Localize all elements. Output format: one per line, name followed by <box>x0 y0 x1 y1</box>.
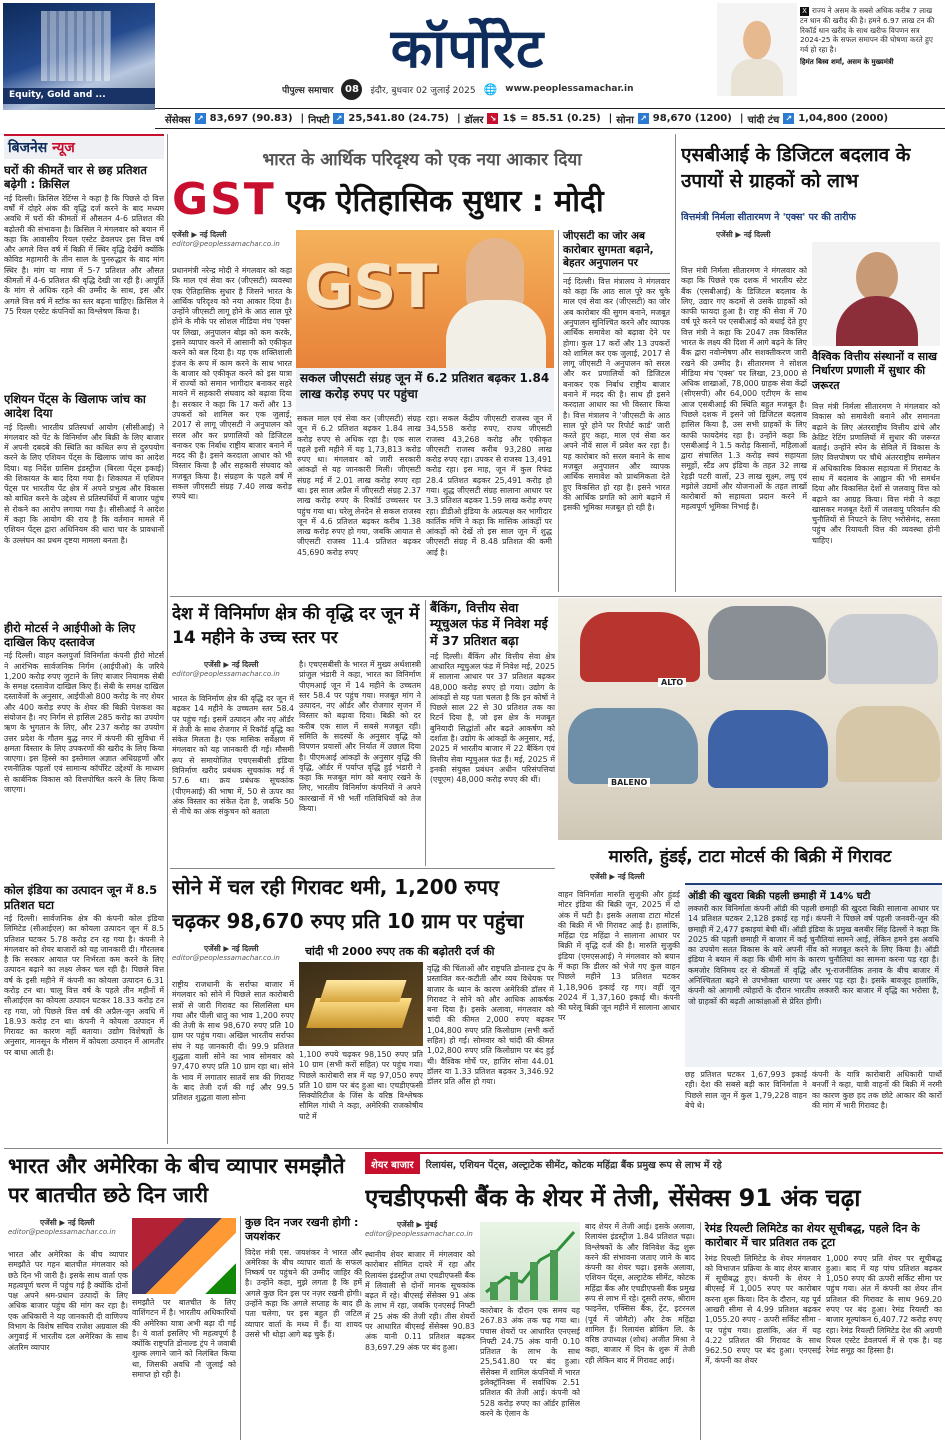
audi-body: लक्जरी कार विनिर्माता कंपनी ऑडी की पहली छमाही की खुदरा बिक्री सालाना आधार पर 14 प्रतिशत घटकर 2,128 इकाई रह गई। कंपनी ने पिछले वर्ष पहली जनवरी-जून की छमाही में 2,477 इकाइयां बेची थीं। ऑडी इंडिया के प्रमुख बलबीर सिंह ढिल्लों ने कहा कि 2025 की पहली छमाही में बाजार में कई चुनौतियां सामने आई, लेकिन हमने इस अवधि का उपयोग सतत विकास के बारे अपनी नींव को मजबूत करने के लिए किया है। ऑडी इंडिया ने बयान में कहा कि धीमी मांग के कारण चुनौतियां का सामना करना पड़ रहा है। कमजोर विनिमय दर से कीमतों में वृद्धि और भू-राजनीतिक तनाव के बीच बाजार में अनिश्चितता बढ़ने से उपभोक्ता धारणा पर असर पड़ रहा है। इसके बावजूद हालांकि, कंपनी को आगामी त्योहारों के दौरान भारतीय लक्जरी कार बाजार में वृद्धि का भरोसा है, जो ग्राहकों की बढ़ती आकांक्षाओं से प्रेरित होगी। <box>688 904 939 1006</box>
mfg-headline: देश में विनिर्माण क्षेत्र की वृद्धि दर जून में 14 महीने के उच्च स्तर पर <box>172 604 420 648</box>
trade-headline: भारत और अमेरिका के बीच व्यापार समझौते पर बातचीत छठे दिन जारी <box>8 1154 345 1208</box>
sbi-headline-2: वैश्विक वित्तीय संस्थानों व साख निर्धारण प्रणाली में सुधार की जरूरत <box>812 350 938 392</box>
banner-caption: Equity, Gold and ... <box>3 88 155 104</box>
sidebar-headline: जीएसटी का जोर अब कारोबार सुगमता बढ़ाने, बेहतर अनुपालन पर <box>563 230 670 274</box>
photo-gst-word: GST <box>304 252 438 322</box>
market-col-1: स्थानीय शेयर बाजार में मंगलवार को कारोबार सीमित दायरे में रहा और रिलायंस इंडस्ट्रीज तथा एचडीएफसी बैंक में लिवाली से दोनों मानक सूचकांक बढ़त में रहे। बीएसई सेंसेक्स 91 अंक के लाभ में रहा, जबकि एनएसई निफ्टी में 25 अंक की तेजी रही। तीस शेयरों पर आधारित बीएसई सेंसेक्स 90.83 अंक यानी 0.11 प्रतिशत बढ़कर 83,697.29 अंक पर बंद हुआ। <box>365 1250 475 1352</box>
globe-icon: 🌐 <box>483 82 498 96</box>
ticker-sensex-label: सेंसेक्स <box>165 114 191 126</box>
gold-col-2: 1,100 रुपये चढ़कर 98,150 रुपए प्रति 10 ग्राम (सभी करों सहित) पर पहुंच गया। पिछले कारोबारी सत्र में यह 97,050 रुपए प्रति 10 ग्राम पर बंद हुआ था। एचडीएफसी सिक्योरिटीज के जिंस के वरिष्ठ विश्लेषक सौमिल गांधी ने कहा, अमेरिकी राजकोषीय घाटे में <box>299 1050 423 1121</box>
email: editor@peoplessamachar.co.in <box>172 670 280 678</box>
cm-portrait <box>717 3 797 96</box>
market-strap <box>365 1152 943 1174</box>
banking-headline: बैंकिंग, वित्तीय सेवा म्यूचुअल फंड में निवेश मई में 37 प्रतिशत बढ़ा <box>430 600 548 648</box>
lead-sidebar <box>558 230 670 592</box>
article-body: नई दिल्ली। क्रिसिल रेटिंग्स ने कहा है कि पिछले दो वित्त वर्षों में दोहरे अंक की वृद्धि दर्ज करने के बाद मध्यम अवधि में घरों की कीमतों में औसतन 4-6 प्रतिशत की बढ़ोतरी की संभावना है। क्रिसिल ने मंगलवार को बयान में कहा कि आवासीय रियल एस्टेट डेवलपर इस वित्त वर्ष और अगले वित्त वर्ष में बिक्री में स्थिर वृद्धि देखेंगे क्योंकि कोविड महामारी के तीन साल के पुनरुद्धार के बाद मांग स्थिर है। मांग या मात्रा में 5-7 प्रतिशत और औसत कीमतों में 4-6 प्रतिशत की वृद्धि देखी जा रही है। आपूर्ति के मांग से अधिक रहने की उम्मीद के साथ, इस और अगले वित्त वर्ष में स्टॉक का स्तर बढ़ना चाहिए। क्रिसिल ने 75 रियल एस्टेट कंपनियों का विश्लेषण किया है। <box>4 193 164 316</box>
audi-headline: ऑडी की खुदरा बिक्री पहली छमाही में 14% घटी <box>688 891 871 902</box>
cars-photo <box>558 598 942 840</box>
ticker-dollar-value: 1$ = 85.51 (0.25) <box>502 113 601 124</box>
email: editor@peoplessamachar.co.in <box>172 954 280 962</box>
email: editor@peoplessamachar.co.in <box>365 1230 473 1238</box>
ticker-silver-label: चांदी टंच <box>747 114 780 126</box>
section-header <box>4 134 164 159</box>
mfg-col-2: है। एचएसबीसी के भारत में मुख्य अर्थशास्त्री प्रांजुल भंडारी ने कहा, भारत का विनिर्माण पीएमआई जून में 14 महीने के उच्चतम स्तर 58.4 पर पहुंच गया। मजबूत मांग ने उत्पादन, नए ऑर्डर और रोजगार सृजन में विस्तार को बढ़ावा दिया। बिक्री को दर करीब एक साल में सबसे मजबूत रही। समिति के सदस्यों के अनुसार वृद्धि को विपणन प्रयासों और निर्यात में उछाल दिया है। पीएमआई आंकड़ों के अनुसार वृद्धि की वृद्धि, ऑर्डर में पर्याप्त वृद्धि हुई भंडारी ने कहा कि मजबूत मांग को बनाए रखने के लिए, भारतीय विनिर्माण कंपनियों ने अपने कारखानों में भी भर्ती गतिविधियों को तेज किया। <box>299 660 421 813</box>
lead-headline-text: एक ऐतिहासिक सुधार : मोदी <box>285 183 604 219</box>
byline: एजेंसी ▶ मुंबई <box>397 1220 438 1229</box>
audi-box <box>685 883 942 1067</box>
market-label: शेयर बाजार <box>365 1154 420 1174</box>
up-arrow-icon: ↗ <box>783 113 794 124</box>
headline: घरों की कीमतें चार से छह प्रतिशत बढ़ेगी : क्रिसिल <box>4 163 147 192</box>
market-col-3: बाद शेयर में तेजी आई। इसके अलावा, रिलायंस इंडस्ट्रीज 1.84 प्रतिशत चढ़ा। विश्लेषकों के और विनिवेश केंद्र शुरू करने की संभावना जताए जाने के बाद कंपनी का शेयर चढ़ा। इसके अलावा, एशियन पेंट्स, अल्ट्राटेक सीमेंट, कोटक महिंद्रा बैंक और एचडीएफसी बैंक प्रमुख रूप से लाभ में रहे। दूसरी तरफ, श्रीराम फाइनेंस, एक्सिस बैंक, ट्रेंट, इटरनल (पूर्व में जोमैटो) और टेक महिंद्रा शामिल हैं। रिलायंस ब्रोकिंग लि. के वरिष्ठ उपाध्यक्ष (शोध) अजीत मिश्रा ने कहा, बाजार में दिन के शुरू में तेजी रही लेकिन बाद में गिरावट आई। <box>585 1222 695 1365</box>
row-divider <box>170 868 555 869</box>
sbi-subhead: वित्तमंत्री निर्मला सीतारमण ने 'एक्स' पर की तारीफ <box>681 212 856 223</box>
ticker-nifty-value: 25,541.80 (24.75) <box>348 113 449 124</box>
quote-text: X राज्य ने असम के सबसे अधिक करीब 7 लाख टन धान की खरीद की है। हमने 6.97 लाख टन की रिकॉर्ड धान खरीद के साथ खरीफ विपणन सत्र 2024-25 के सफल समापन की घोषणा करते हुए गर्व हो रहा है। <box>800 6 935 54</box>
left-column <box>4 134 164 1144</box>
market-col-2: कारोबार के दौरान एक समय यह 267.83 अंक तक चढ़ गया था। पचास शेयरों पर आधारित एनएसई निफ्टी 24.75 अंक यानी 0.10 प्रतिशत के लाभ के साथ 25,541.80 पर बंद हुआ। सेंसेक्स में शामिल कंपनियों में भारत इलेक्ट्रॉनिक्स में सर्वाधिक 2.51 प्रतिशत की तेजी आई। कंपनी को 528 करोड़ रुपए का ऑर्डर हासिल करने के ऐलान के <box>480 1306 580 1418</box>
section-label: बिजनेस <box>8 140 53 156</box>
trade-photo <box>132 1218 236 1294</box>
market-chart-photo <box>480 1222 580 1302</box>
lead-headline <box>172 169 672 229</box>
rising-chart-icon <box>480 1222 580 1302</box>
article-body: नई दिल्ली। वाहन कलपुर्जा विनिर्माता कंपनी हीरो मोटर्स ने आरंभिक सार्वजनिक निर्गम (आईपीओ) के जरिये 1,200 करोड़ रुपए जुटाने के लिए बाजार नियामक सेबी के समक्ष दस्तावेज दाखिल किए हैं। सेबी के समक्ष दाखिल दस्तावेजों के अनुसार, आईपीओ 800 करोड़ के नए शेयर और 400 करोड़ रुपए के शेयर की बिक्री पेशकश का संयोजन है। नए निर्गम से हासिल 285 करोड़ का उपयोग ऋण के भुगतान के लिए, और 237 करोड़ का उपयोग उत्तर प्रदेश के गौतम बुद्ध नगर में कंपनी की सुविधा में क्षमता विस्तार के लिए उपकरणों की खरीद के लिए किया जाएगा। इस हिस्से का इस्तेमाल अज्ञात अधिग्रहणों और रणनीतिक पहलों एवं सामान्य कॉर्पोरेट उद्देश्यों के माध्यम से कार्बनिक विकास को वित्तपोषित करने के लिए किया जाएगा। <box>4 651 164 794</box>
lead-kicker: भारत के आर्थिक परिदृश्य को एक नया आकार दिया <box>262 150 582 169</box>
cars-col-2: छह प्रतिशत घटकर 1,67,993 इकाई रही। देश की सबसे बड़ी कार विनिर्माता ने पिछले साल जून में कुल 1,79,228 वाहन बेचे थे। <box>685 1070 807 1110</box>
article-body: नई दिल्ली। सार्वजनिक क्षेत्र की कंपनी कोल इंडिया लिमिटेड (सीआईएल) का कोयला उत्पादन जून में 8.5 प्रतिशत घटकर 5.78 करोड़ टन रह गया है। कंपनी ने मंगलवार को शेयर बाजारों को यह जानकारी दी। गौरतलब है कि सरकार आयात पर निर्भरता कम करने के लिए उत्पादन बढ़ाने का लक्ष्य लेकर चल रही है। पिछले वित्त वर्ष के इसी महीने में कंपनी का कोयला उत्पादन 6.31 करोड़ टन था। चालू वित्त वर्ष के पहले तीन महीनों में सीआईएल का कोयला उत्पादन घटकर 18.33 करोड़ टन रह गया, जो पिछले वित्त वर्ष की अप्रैल-जून अवधि में 18.93 करोड़ टन था। कंपनी ने कोयला उत्पादन में गिरावट का कारण नहीं बताया। उद्योग विशेषज्ञों के अनुसार, मानसून के मौसम में कोयला उत्पादन में आमतौर पर बाधा आती है। <box>4 914 164 1057</box>
cars-col-1: वाहन विनिर्माता मारुति सुजुकी और हुंडई मोटर इंडिया की बिक्री जून, 2025 में दो अंक में घटी है। इसके अलावा टाटा मोटर्स की बिक्री में भी गिरावट आई है। हालांकि, महिंद्रा एंड महिंद्रा ने सालाना आधार पर बिक्री में वृद्धि दर्ज की है। मारुति सुजुकी इंडिया (एमएसआई) ने मंगलवार को बयान में कहा कि डीलर को भेजे गए कुल वाहन पिछले महीने 13 प्रतिशत घटकर 1,18,906 इकाई रह गए। वहीं जून 2024 में 1,37,160 इकाई थी। कंपनी की घरेलू बिक्री जून महीने में सालाना आधार पर <box>558 890 680 1023</box>
byline: एजेंसी ▶ नई दिल्ली <box>204 944 259 953</box>
email: editor@peoplessamachar.co.in <box>172 240 280 248</box>
ticker-sensex-value: 83,697 (90.83) <box>209 113 293 124</box>
masthead-meta <box>282 78 682 100</box>
sbi-byline: एजेंसी ▶ नई दिल्ली <box>716 230 771 239</box>
cars-headline: मारुति, हुंडई, टाटा मोटर्स की बिक्री में गिरावट <box>608 847 892 867</box>
trade-col-2: समझौते पर बातचीत के लिए वाशिंगटन में है। भारतीय अधिकारियों की अमेरिका यात्रा अभी बढ़ा दी गई है। ये वार्ता इसलिए भी महत्वपूर्ण है क्योंकि राष्ट्रपति डोनाल्ड ट्रंप ने जवाबी शुल्क लगाने जाने को निलंबित किया था, जिसकी अवधि नौ जुलाई को समाप्त हो रही है। <box>132 1298 236 1379</box>
ticker-silver-value: 1,04,800 (2000) <box>798 113 889 124</box>
sbi-photo <box>812 242 940 346</box>
trade-col-1: भारत और अमेरिका के बीच व्यापार समझौते पर गहन बातचीत मंगलवार को छठे दिन भी जारी है। इसके साथ वार्ता एक महत्वपूर्ण चरण में पहुंच गई है क्योंकि दोनों पक्ष अपने श्रम-प्रधान उत्पादों के लिए अधिक बाजार पहुंच की मांग कर रहा है। एक अधिकारी ने यह जानकारी दी वाणिज्य विभाग के विशेष सचिव राजेश अग्रवाल की अगुवाई में भारतीय दल अमेरिका के साथ अंतरिम व्यापार <box>8 1250 128 1352</box>
byline: एजेंसी ▶ नई दिल्ली <box>204 660 259 669</box>
ticker-gold-value: 98,670 (1200) <box>652 113 732 124</box>
column-divider <box>167 134 168 1144</box>
car-label-alto: ALTO <box>658 678 686 687</box>
page-number: 08 <box>341 79 362 100</box>
up-arrow-icon: ↗ <box>195 113 206 124</box>
sbi-body-2: वित्त मंत्री निर्मला सीतारमण ने मंगलवार को विकास को समावेशी बनाने और समानता बढ़ाने के लिए अंतरराष्ट्रीय वित्तीय ढांचे और क्रेडिट रेटिंग प्रणालियों में सुधार की जरूरत बताई। उन्होंने स्पेन के सेविले में विकास के लिए वित्तपोषण पर चौथे अंतरराष्ट्रीय सम्मेलन में अधिकारिक विकास सहायता में गिरावट के साथ में बदलाव के आह्वान की भी समर्थन दिया और विकासित देशों से जलवायु वित्त को बढ़ाने का आग्रह किया। वित्त मंत्री ने कहा खासकर मजबूत देशों में जलवायु परिवर्तन की चुनौतियों से निपटने के लिए भरोसेमंद, सस्ता पहुंच और रियायती वित्त की व्यवस्था होनी चाहिए। <box>812 402 940 545</box>
ticker-nifty-label: निफ्टी <box>308 114 330 126</box>
column-divider <box>675 134 676 592</box>
car-label-baleno: BALENO <box>608 778 650 787</box>
up-arrow-icon: ↗ <box>638 113 649 124</box>
headline: एशियन पेंट्स के खिलाफ जांच का आदेश दिया <box>4 391 146 421</box>
masthead-banner-image <box>3 3 155 110</box>
mfg-byline <box>172 660 312 688</box>
raymond-body-2: 1,000 रुपए प्रति शेयर पर सूचीबद्ध हुआ। बाद में यह पांच प्रतिशत बढ़कर 1,050 रुपए की ऊपरी सर्किट सीमा पर पहुंच गया। अंत में कंपनी का शेयर तीन प्रतिशत की गिरावट के साथ 969.20 रुपए पर बंद हुआ। रेमंड रियल्टी का बाजार मूल्यांकन 6,407.72 करोड़ रुपए रहा। रेमंड रियल्टी लिमिटेड देश की अग्रणी रियल एस्टेट डेवलपर्स में से एक है। यह रेमंड समूह का हिस्सा है। <box>826 1253 942 1356</box>
gold-subhead: चांदी भी 2000 रुपए तक की बढ़ोतरी दर्ज की <box>305 945 495 958</box>
email: editor@peoplessamachar.co.in <box>8 1228 116 1236</box>
trade-sidebar-headline: कुछ दिन नजर रखनी होगी : जयशंकर <box>245 1216 359 1244</box>
raymond-body-1: रेमंड रियल्टी लिमिटेड के शेयर मंगलवार को विभाजन प्रक्रिया के बाद शेयर बाजार में सूचीबद्ध हुए। कंपनी के शेयर ने बीएसई में 1,005 रुपए पर कारोबार करना शुरू किया। दिन के दौरान, यह पूर्व आखरी सीमा से 4.99 प्रतिशत बढ़कर 1,055.20 रुपए - ऊपरी सर्किट सीमा - पर पहुंच गया। हालांकि, अंत में यह 4.22 प्रतिशत की गिरावट के साथ 962.50 रुपए पर बंद हुआ। एनएसई में, कंपनी का शेयर <box>705 1253 821 1366</box>
lead-col-1: प्रधानमंत्री नरेन्द्र मोदी ने मंगलवार को कहा कि माल एवं सेवा कर (जीएसटी) व्यवस्था एक ऐतिहासिक सुधार है जिसने भारत के आर्थिक परिदृश्य को नया आकार दिया है। उन्होंने जीएसटी लागू होने के आठ साल पूरे होने के मौके पर सोशल मीडिया मंच 'एक्स' पर लिखा, अनुपालन बोझ को कम करके, इसने व्यापार करने में आसानी को एकीकृत करने को बल दिया है। यह एक शक्तिशाली इंजन के रूप में काम करने के साथ भारत के बाजार को एकीकृत करने को इस यात्रा में राज्यों को समान भागीदार बनाकर सहरे मायने में सहकारी संघवाद को बढ़ावा दिया है। सरकार ने कहा कि 17 करों और 13 उपकरों को शामिल कर एक जुलाई, 2017 से लागू जीएसटी ने अनुपालन को सरल और कर प्रणालियों को डिजिटल बनाकर एक निर्बाध राष्ट्रीय बाजार बनाने में मदद की है। इसने करदाता आधार को भी विस्तार किया है और सहकारी संघवाद को मजबूत किया है। संग्रहण के पहले वर्ष में सकल जीएसटी संग्रह 7.40 लाख करोड़ रुपये था। <box>172 266 292 502</box>
byline: एजेंसी ▶ नई दिल्ली <box>172 230 227 239</box>
banking-column <box>425 600 555 866</box>
raymond-sidebar <box>700 1222 942 1440</box>
gold-col-1: राष्ट्रीय राजधानी के सर्राफा बाजार में मंगलवार को सोने में पिछले सात कारोबारी सत्रों से जारी गिरावट का सिलसिला थम गया और पीली धातु का भाव 1,200 रुपए की तेजी के साथ 98,670 रुपए प्रति 10 ग्राम पर पहुंच गया। अखिल भारतीय सर्राफा संघ ने यह जानकारी दी। 99.9 प्रतिशत शुद्धता वाली सोने का भाव सोमवार को 97,470 रुपए प्रति 10 ग्राम रहा था। सोने के भाव में लगातार सातवें सत्र की गिरावट के बाद तेजी दर्ज की गई और 99.5 प्रतिशत शुद्धता वाला सोना <box>172 980 294 1103</box>
sbi-headline: एसबीआई के डिजिटल बदलाव के उपायों से ग्राहकों को लाभ <box>681 144 911 192</box>
headline: हीरो मोटर्स ने आईपीओ के लिए दाखिल किए दस्तावेज <box>4 620 136 649</box>
trade-sidebar <box>240 1216 362 1440</box>
headline: कोल इंडिया का उत्पादन जून में 8.5 प्रतिशत घटा <box>4 883 158 912</box>
masthead-title: कॉर्पोरेट <box>390 17 545 80</box>
gold-headline-1: सोने में चल रही गिरावट थमी, 1,200 रुपए <box>172 875 499 899</box>
gold-headline-2: चढ़कर 98,670 रुपए प्रति 10 ग्राम पर पहुंचा <box>172 909 524 933</box>
dateline: इंदौर, बुधवार 02 जुलाई 2025 <box>370 85 476 96</box>
gold-col-3: वृद्धि की चिंताओं और राष्ट्रपति डोनाल्ड ट्रंप के प्रस्तावित कर-कटौती और व्यय विधेयक पर बाजार के ध्यान के कारण अमेरिकी डॉलर में गिरावट ने सोने को और आधिक आकर्षक बना दिया है। इसके अलावा, मंगलवार को चांदी की कीमत 2,000 रुपए बढ़कर 1,04,800 रुपए प्रति किलोग्राम (सभी करों सहित) हो गई। सोमवार को चांदी की कीमत 1,02,800 रुपए प्रति किलोग्राम पर बंद हुई थी। वैश्विक मोर्चे पर, हाजिर सोना 44.01 डॉलर या 1.33 प्रतिशत बढ़कर 3,346.92 डॉलर प्रति औंस हो गया। <box>427 964 554 1087</box>
ticker-dollar-label: डॉलर <box>464 114 484 126</box>
lead-col-3: रहा। सकल केंद्रीय जीएसटी राजस्व जून में 34,558 करोड़ रुपए, राज्य जीएसटी राजस्व 43,268 करोड़ और एकीकृत जीएसटी राजस्व करीब 93,280 लाख करोड़ रुपए रहा। उपकर से राजस्व 13,491 करोड़ रहा। इस माह, जून में कुल रिफंड 28.4 प्रतिशत बढ़कर 25,491 करोड़ हो गया। शुद्ध जीएसटी संग्रह सालाना आधार पर 3.3 प्रतिशत बढ़कर 1.59 लाख करोड़ रुपए रहा। डीडीओ इंडिया के अप्रत्यक्ष कर भागीदार कार्तिक मणि ने कहा कि मासिक आंकड़ों पर आंकड़ों को देखें तो इस साल जून में शुद्ध जीएसटी संग्रह में 8.48 प्रतिशत की कमी आई है। <box>426 414 552 557</box>
market-ticker: सेंसेक्स ↗ 83,697 (90.83) | निफ्टी ↗ 25,541.80 (24.75) | डॉलर ↘ 1$ = 85.51 (0.25) | सोना ↗ 98,670 (1200) | चांदी टंच ↗ 1,04,800 (2000) <box>155 108 945 129</box>
x-icon: X <box>800 7 809 16</box>
paper-name: पीपुल्स समाचार <box>282 85 334 96</box>
up-arrow-icon: ↗ <box>333 113 344 124</box>
trade-sidebar-body: विदेश मंत्री एस. जयशंकर ने भारत और अमेरिका के बीच व्यापार वार्ता के सफल निष्कर्ष पर पहुंचने की उम्मीद जाहिर की है। उन्होंने कहा, मुझे लगता है कि हमें अगले कुछ दिन इस पर नज़र रखनी होगी। उन्होंने कहा कि अगले सप्ताह के बाद ही पता चलेगा, पर इस बहुत ही जटिल व्यापार वार्ता के मध्य में हैं। या शायद उससे भी थोड़ा आगे बढ़ चुके हैं। <box>245 1247 362 1339</box>
gold-photo <box>299 962 423 1046</box>
gold-byline <box>172 944 302 972</box>
lead-byline <box>172 230 292 262</box>
market-headline: एचडीएफसी बैंक के शेयर में तेजी, सेंसेक्स 91 अंक चढ़ा <box>365 1184 861 1212</box>
banking-body: नई दिल्ली। बैंकिंग और वित्तीय सेवा क्षेत्र आधारित म्यूचुअल फंड में निवेश मई, 2025 में सालाना आधार पर 37 प्रतिशत बढ़कर 48,000 करोड़ रुपए हो गया। उद्योग के आंकड़ों से यह पता चलता है कि इन कोषों ने पिछले साल 22 से 30 प्रतिशत तक का रिटर्न दिया है, जो इस क्षेत्र के मजबूत बुनियादी सिद्धांतों और बढ़ते आकर्षण को दर्शाता है। उद्योग के आंकड़ों के अनुसार, मई, 2025 में भारतीय बाजार में 22 बैंकिंग एवं वित्तीय सेवा म्यूचुअल फंड हैं। मई, 2025 में इनकी संयुक्त प्रबंधन अधीन परिसंपत्तियां (एयूएम) 48,000 करोड़ रुपए की थीं। <box>430 651 555 785</box>
trade-byline <box>8 1218 148 1246</box>
quote-box <box>800 6 942 102</box>
gst-photo-caption: सकल जीएसटी संग्रह जून में 6.2 प्रतिशत बढ़कर 1.84 लाख करोड़ रुपए पर पहुंचा <box>296 368 554 412</box>
gst-photo <box>296 230 554 368</box>
row-divider <box>170 596 942 597</box>
sidebar-body: नई दिल्ली। वित्त मंत्रालय ने मंगलवार को कहा कि आठ साल पूरे कर चुके माल एवं सेवा कर (जीएसटी) का जोर अब कारोबार की सुगम बनाने, मजबूत अनुपालन सुनिश्चित करने और व्यापक आर्थिक समावेश को बढ़ावा देने पर होगा। कुल 17 करों और 13 उपकरों को शामिल कर एक जुलाई, 2017 से लागू जीएसटी ने अनुपालन को सरल और कर प्रणालियों को डिजिटल बनाकर एक निर्बाध राष्ट्रीय बाजार बनाने में मदद की है। साथ ही इसने करदाता आधार का भी विस्तार किया है। वित्त मंत्रालय ने 'जीएसटी के आठ साल पूरे होने पर रिपोर्ट कार्ड' जारी करते हुए कहा, माल एवं सेवा कर अपने नौवें साल में प्रवेश कर रहा है। यह कारोबार को सरल बनाने के साथ मजबूत अनुपालन और व्यापक आर्थिक समावेश को प्राथमिकता देते हुए विकसित हो रहा है। इसने भारत की आर्थिक प्रगति को आगे बढ़ाने में इसकी भूमिका मजबूत हो रही है। <box>563 276 670 513</box>
row-divider <box>4 1148 942 1149</box>
section-label-accent: न्यूज <box>52 140 75 156</box>
mfg-col-1: भारत के विनिर्माण क्षेत्र की वृद्धि दर जून में बढ़कर 14 महीने के उच्चतम स्तर 58.4 पर पहुंच गई। इसमें उत्पादन और नए ऑर्डर में तेजी के साथ रोजगार में रिकॉर्ड वृद्धि का संकेत मिलता है। एक मासिक सर्वेक्षण में मंगलवार को यह जानकारी दी गई। मौसमी रूप से समायोजित एचएसबीसी इंडिया विनिर्माण खरीद प्रबंधक सूचकांक मई में 57.6 था। क्रय प्रबंधक सूचकांक (पीएमआई) की भाषा में, 50 से ऊपर का अंक विस्तार का संकेत देता है, जबकि 50 से नीचे का अंक संकुचन को बताता <box>172 694 294 817</box>
byline: एजेंसी ▶ नई दिल्ली <box>40 1218 95 1227</box>
quote-author: हिमंत बिस्व शर्मा, असम के मुख्यमंत्री <box>800 57 894 66</box>
raymond-headline: रेमंड रियल्टी लिमिटेड का शेयर सूचीबद्ध, पहले दिन के कारोबार में चार प्रतिशत तक टूटा <box>705 1222 920 1250</box>
sbi-col-1: वित्त मंत्री निर्मला सीतारमण ने मंगलवार को कहा कि पिछले एक दशक में भारतीय स्टेट बैंक (एसबीआई) के डिजिटल बदलाव के लिए, उद्यार गए कदमों से उसके ग्राहकों को काफी फायदा हुआ है। राष्ट्र की सेवा में 70 वर्ष पूरे करने पर एसबीआई को बधाई देते हुए वित्त मंत्री ने कहा कि 2047 तक विकसित भारत के लक्ष्य की दिशा में आगे बढ़ने के लिए बैंक द्वारा नवोन्मेषण और सशक्तीकरण जारी रखने की उम्मीद है। सीतारमण ने सोशल मीडिया मंच 'एक्स' पर लिखा, 23,000 से अधिक शाखाओं, 78,000 ग्राहक सेवा केंद्रों (सीएसपी) और 64,000 एटीएम के साथ आज एसबीआई की स्थिति बहुत मजबूत है। पिछले दशक में इसने जो डिजिटल बदलाव हासिल किया है, उस सभी ग्राहकों के लिए काफी फायदेमंद रहा है। उन्होंने कहा कि एसबीआई ने 1.5 करोड़ किसानों, महिलाओं द्वारा संचालित 1.3 करोड़ स्वयं सहायता समूहों, स्टैंड अप इंडिया के तहत 32 लाख रेहड़ी पटरी वालों, 23 लाख सूक्ष्म, लघु एवं मझोले उद्यमों और योजनाओं के तहत लाखों कारोबारों को सहायता प्रदान करने में महत्वपूर्ण भूमिका निभाई है। <box>681 266 807 512</box>
market-strap-text: रिलायंस, एशियन पेंट्स, अल्ट्राटेक सीमेंट, कोटक महिंद्रा बैंक प्रमुख रूप से लाभ में रहे <box>425 1159 722 1171</box>
cars-col-3: कंपनी के यात्रि कारोबारी अधिकारी पार्थो बनर्जी ने कहा, यात्री वाहनों की बिक्री में नरमी का कारण कुछ हद तक छोटे आकार की कारों की मांग में भारी गिरावट है। <box>812 1070 942 1110</box>
article-body: नई दिल्ली। भारतीय प्रतिस्पर्धा आयोग (सीसीआई) ने मंगलवार को पेंट के विनिर्माण और बिक्री के लिए बाजार में अपनी दबदबे की स्थिति का कथित रूप से दुरुपयोग करने के लिए एशियन पेंट्स के खिलाफ जांच का आदेश दिया। यह निर्देश ग्रासिम इंडस्ट्रीज (बिरला पेंट्स इकाई) की शिकायत के बाद दिया गया है। शिकायत में एशियन पेंट्स पर भारतीय पेंट क्षेत्र में अपने प्रभुत्व और विकास को बाधित करने के उद्देश्य से प्रतिस्पर्धियों में बाजार पहुंच से रोकने का आरोप लगाया गया है। सीसीआई ने आदेश में कहा कि आयोग की राय है कि वर्तमान मामले में एशियन पेंट्स द्वारा अधिनियम की धारा चार के प्रावधानों के उल्लंघन का प्रथम दृष्टया मामला बनता है। <box>4 422 164 545</box>
lead-headline-gst: GST <box>172 173 276 225</box>
down-arrow-icon: ↘ <box>487 113 498 124</box>
lead-col-2: सकल माल एवं सेवा कर (जीएसटी) संग्रह जून में 6.2 प्रतिशत बढ़कर 1.84 लाख करोड़ रुपए से अधिक रहा है। एक साल पहले इसी महीने में यह 1,73,813 करोड़ रुपए था। मंगलवार को जारी सरकारी आंकड़ों से यह जानकारी मिली। जीएसटी संग्रह मई में 2.01 लाख करोड़ रुपए रहा था। इस साल अप्रैल में जीएसटी संग्रह 2.37 लाख करोड़ रुपए के रिकॉर्ड उच्चस्तर पर पहुंच गया था। घरेलू लेनदेन से सकल राजस्व जून में 4.6 प्रतिशत बढ़कर करीब 1.38 लाख करोड़ रुपए हो गया, जबकि आयात से जीएसटी राजस्व 11.4 प्रतिशत बढ़कर 45,690 करोड़ रुपए <box>297 414 421 557</box>
website-link[interactable]: www.peoplessamachar.in <box>505 84 634 94</box>
cars-byline: एजेंसी ▶ नई दिल्ली <box>590 872 645 881</box>
ticker-gold-label: सोना <box>616 114 634 126</box>
